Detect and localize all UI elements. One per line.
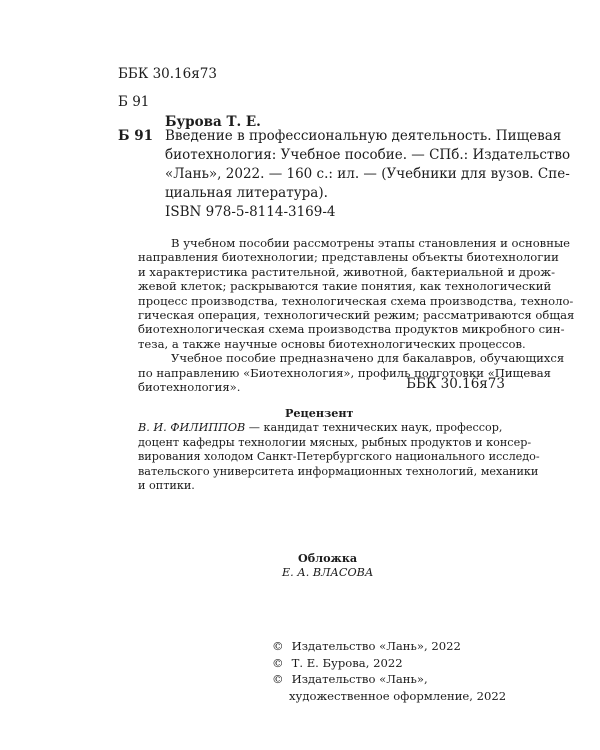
abstract-line: биотехнологическая схема производства продуктов микробного син- [138,322,565,337]
copyright-line: Т. Е. Бурова, 2022 [291,655,403,670]
bbk-code-top: ББК 30.16я73 [118,66,217,82]
copyright-symbol: © [272,672,284,686]
reviewer-line: — кандидат технических наук, профессор, [245,421,503,434]
reviewer-line: доцент кафедры технологии мясных, рыбных продуктов и консер- [138,435,532,449]
abstract-line: теза, а также научные основы биотехнологических процессов. [138,336,526,351]
abstract-line: процесс производства, технологическая схема производства, техноло- [138,293,574,308]
copyright-block [272,638,506,704]
description-line: биотехнология: Учебное пособие. — СПб.: Издательство [165,147,571,163]
abstract-line: по направлению «Биотехнология», профиль подготовки «Пищевая [138,365,551,380]
reviewer-line: вирования холодом Санкт-Петербургского национального исследо- [138,450,540,464]
description-line: циальная литература). [165,185,328,201]
author-mark-top: Б 91 [118,94,150,110]
copyright-line: Издательство «Лань», 2022 [291,639,461,653]
isbn: ISBN 978-5-8114-3169-4 [165,204,336,220]
reviewer-line: и оптики. [138,479,195,493]
author-mark: Б 91 [118,128,154,144]
abstract [138,236,574,394]
book-description [165,127,570,203]
abstract-line: гическая операция, технологический режим; рассматриваются общая [138,308,575,323]
reviewer-line: вательского университета информационных технологий, механики [138,464,539,478]
abstract-line: В учебном пособии рассмотрены этапы становления и основные [171,236,571,250]
cover-heading: Обложка [298,551,358,565]
cover-designer-name: Е. А. ВЛАСОВА [282,566,374,579]
copyright-symbol: © [272,639,284,653]
abstract-line: биотехнология». [138,380,241,395]
author-name: Бурова Т. Е. [165,114,261,130]
description-line: Введение в профессиональную деятельность. Пищевая [165,128,562,144]
abstract-line: направления биотехнологии; представлены объекты биотехнологии [138,250,559,265]
bbk-code-bottom: ББК 30.16я73 [406,376,505,392]
abstract-line: Учебное пособие предназначено для бакалавров, обучающихся [171,351,565,366]
reviewer-name: В. И. ФИЛИППОВ [138,421,246,434]
abstract-line: жевой клеток; раскрываются такие понятия, как технологический [138,279,552,294]
reviewer-block [138,421,540,494]
copyright-line: художественное оформление, 2022 [289,688,507,703]
copyright-symbol: © [272,655,284,670]
abstract-line: и характеристика растительной, животной, бактериальной и дрож- [138,264,555,279]
reviewer-heading: Рецензент [285,406,354,420]
copyright-line: Издательство «Лань», [291,672,428,686]
description-line: «Лань», 2022. — 160 с.: ил. — (Учебники для вузов. Спе- [165,166,570,182]
